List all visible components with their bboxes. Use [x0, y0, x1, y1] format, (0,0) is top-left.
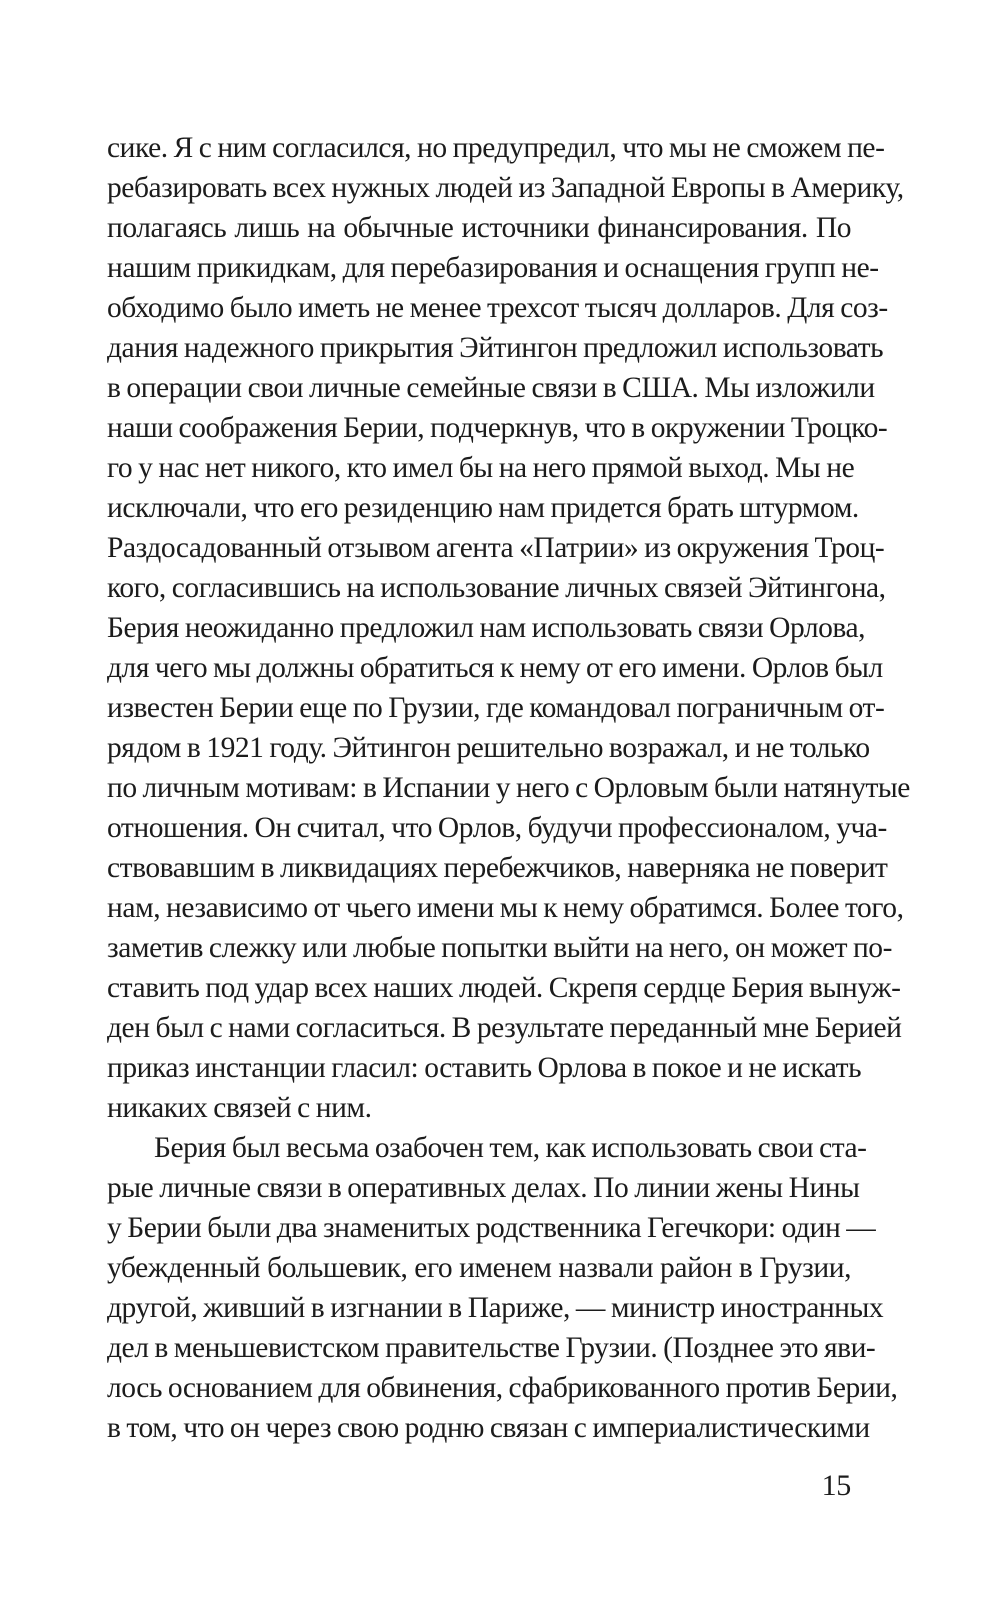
text-line: обходимо было иметь не менее трехсот тысяч долларов. Для соз-	[107, 292, 888, 324]
text-line: отношения. Он считал, что Орлов, будучи профессионалом, уча-	[107, 812, 887, 844]
text-line: дания надежного прикрытия Эйтингон предложил использовать	[107, 332, 884, 364]
text-line: рядом в 1921 году. Эйтингон решительно возражал, и не только	[107, 732, 870, 764]
text-line: Берия неожиданно предложил нам использовать связи Орлова,	[107, 612, 866, 644]
text-line: ребазировать всех нужных людей из Западной Европы в Америку,	[107, 172, 904, 204]
paragraph-end-line: никаких связей с ним.	[107, 1092, 372, 1124]
text-line: го у нас нет никого, кто имел бы на него прямой выход. Мы не	[107, 452, 855, 484]
text-line: дел в меньшевистском правительстве Грузии. (Позднее это яви-	[107, 1332, 876, 1364]
text-line: кого, согласившись на использование личных связей Эйтингона,	[107, 572, 886, 604]
text-line: известен Берии еще по Грузии, где командовал пограничным от-	[107, 692, 885, 724]
text-line: полагаясь лишь на обычные источники финансирования. По	[107, 212, 851, 244]
text-line: для чего мы должны обратиться к нему от его имени. Орлов был	[107, 652, 883, 684]
text-line: убежденный большевик, его именем назвали район в Грузии,	[107, 1252, 851, 1284]
text-line: сике. Я с ним согласился, но предупредил, что мы не сможем пе-	[107, 132, 885, 164]
paragraph-start-line: Берия был весьма озабочен тем, как использовать свои ста-	[154, 1132, 867, 1164]
text-line: ден был с нами согласиться. В результате переданный мне Берией	[107, 1012, 902, 1044]
text-line: по личным мотивам: в Испании у него с Орловым были натянутые	[107, 772, 910, 804]
text-line: рые личные связи в оперативных делах. По линии жены Нины	[107, 1172, 860, 1204]
text-line: лось основанием для обвинения, сфабрикованного против Берии,	[107, 1372, 898, 1404]
text-line: приказ инстанции гласил: оставить Орлова в покое и не искать	[107, 1052, 862, 1084]
text-line: заметив слежку или любые попытки выйти на него, он может по-	[107, 932, 892, 964]
body-text	[107, 128, 910, 1448]
text-line: нам, независимо от чьего имени мы к нему обратимся. Более того,	[107, 892, 904, 924]
text-line: нашим прикидкам, для перебазирования и оснащения групп не-	[107, 252, 879, 284]
text-line: в операции свои личные семейные связи в США. Мы изложили	[107, 372, 875, 404]
page-number: 15	[821, 1469, 851, 1502]
text-line: Раздосадованный отзывом агента «Патрии» из окружения Троц-	[107, 532, 885, 564]
text-line: другой, живший в изгнании в Париже, — министр иностранных	[107, 1292, 884, 1324]
text-line: ствовавшим в ликвидациях перебежчиков, наверняка не поверит	[107, 852, 888, 884]
text-line: наши соображения Берии, подчеркнув, что в окружении Троцко-	[107, 412, 888, 444]
text-line: у Берии были два знаменитых родственника Гегечкори: один —	[107, 1212, 876, 1244]
text-line: в том, что он через свою родню связан с империалистическими	[107, 1412, 870, 1444]
text-line: исключали, что его резиденцию нам придется брать штурмом.	[107, 492, 859, 524]
text-line: ставить под удар всех наших людей. Скрепя сердце Берия вынуж-	[107, 972, 901, 1004]
